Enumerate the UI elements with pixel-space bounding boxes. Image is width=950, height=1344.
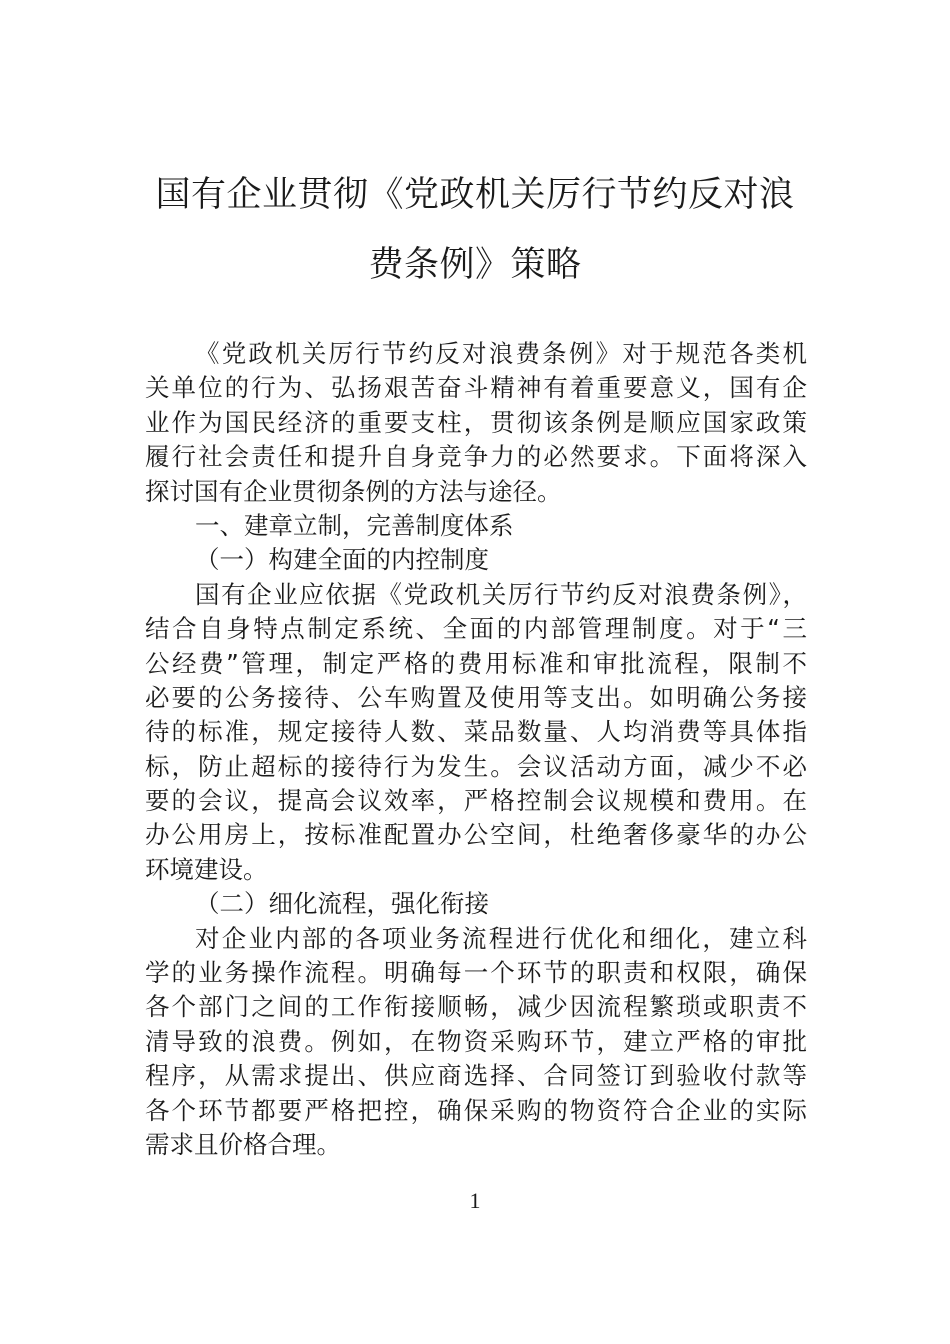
body-text-line: 公经费”管理，制定严格的费用标准和审批流程，限制不 (145, 648, 807, 678)
body-text-line: 学的业务操作流程。明确每一个环节的职责和权限，确保 (145, 958, 807, 988)
body-text-line: 各个环节都要严格把控，确保采购的物资符合企业的实际 (145, 1095, 807, 1125)
body-text-line: 国有企业应依据《党政机关厉行节约反对浪费条例》， (195, 579, 807, 609)
body-text-line: （一）构建全面的内控制度 (195, 545, 489, 575)
body-text-line: 探讨国有企业贯彻条例的方法与途径。 (145, 476, 562, 506)
document-title-line-2: 费条例》策略 (368, 245, 582, 285)
body-text-line: 一、建章立制，完善制度体系 (195, 510, 514, 540)
body-text-line: 程序，从需求提出、供应商选择、合同签订到验收付款等 (145, 1061, 807, 1091)
document-title-line-1: 国有企业贯彻《党政机关厉行节约反对浪 (155, 175, 795, 215)
body-text-line: 结合自身特点制定系统、全面的内部管理制度。对于“三 (145, 614, 807, 644)
body-text-line: 标，防止超标的接待行为发生。会议活动方面，减少不必 (145, 751, 807, 781)
body-text-line: 对企业内部的各项业务流程进行优化和细化，建立科 (195, 923, 807, 953)
body-text-line: 清导致的浪费。例如，在物资采购环节，建立严格的审批 (145, 1026, 807, 1056)
page-number: 1 (469, 1188, 481, 1213)
body-text-line: 办公用房上，按标准配置办公空间，杜绝奢侈豪华的办公 (145, 820, 807, 850)
body-text-line: 《党政机关厉行节约反对浪费条例》对于规范各类机 (195, 339, 807, 368)
body-text-line: （二）细化流程，强化衔接 (195, 889, 489, 919)
body-text-line: 环境建设。 (145, 854, 268, 884)
body-text-line: 关单位的行为、弘扬艰苦奋斗精神有着重要意义，国有企 (145, 373, 807, 403)
body-text-line: 各个部门之间的工作衔接顺畅，减少因流程繁琐或职责不 (145, 992, 807, 1022)
body-text-line: 要的会议，提高会议效率，严格控制会议规模和费用。在 (145, 786, 807, 816)
body-text-line: 履行社会责任和提升自身竞争力的必然要求。下面将深入 (145, 442, 807, 472)
document-body (145, 337, 807, 1162)
body-text-line: 必要的公务接待、公车购置及使用等支出。如明确公务接 (145, 682, 807, 712)
body-text-line: 需求且价格合理。 (145, 1129, 341, 1159)
body-text-line: 待的标准，规定接待人数、菜品数量、人均消费等具体指 (145, 717, 807, 747)
body-text-line: 业作为国民经济的重要支柱，贯彻该条例是顺应国家政策 (145, 407, 807, 437)
